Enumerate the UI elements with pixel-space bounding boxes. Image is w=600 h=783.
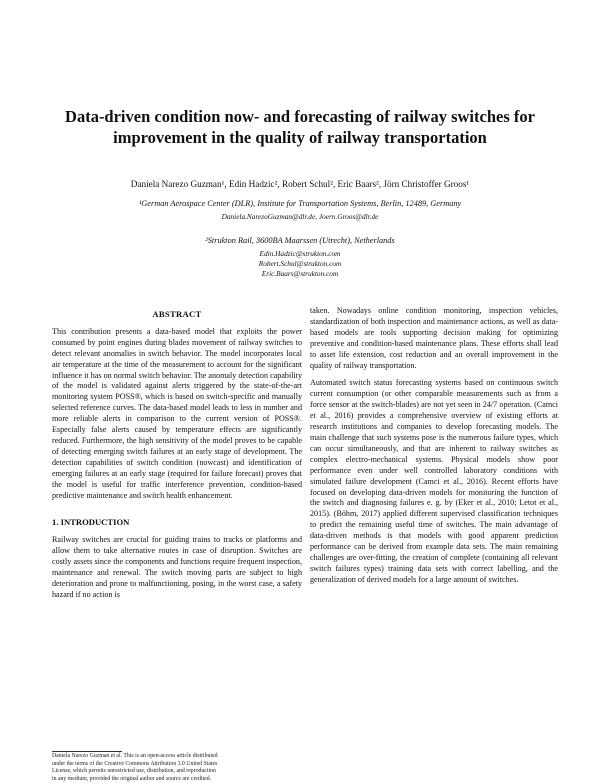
paper-title [40, 106, 560, 148]
title-line-2: improvement in the quality of railway transportation [113, 128, 487, 147]
email-strukton-2: Robert.Schul@strukton.com [258, 259, 342, 268]
right-paragraph-1: taken. Nowadays online condition monitoring, inspection vehicles, standardization of both inspection and maintenance actions, as well as data-based models are tools supporting decision making for optimizing preventive and condition-based maintenance plans. These efforts shall lead to asset life extension, cost reduction and an overall improvement in the quality of railway transportation. [310, 306, 558, 370]
email-dlr: Daniela.NarezoGuzman@dlr.de, Joern.Groos@dlr.de [221, 212, 379, 221]
title-line-1: Data-driven condition now- and forecasting of railway switches for [65, 107, 535, 126]
footnote-line-2: under the terms of the Creative Commons Attribution 3.0 United States [52, 760, 218, 767]
email-strukton-1: Edin.Hadzic@strukton.com [259, 249, 341, 258]
author-list: Daniela Narezo Guzman¹, Edin Hadzic², Robert Schul², Eric Baars², Jörn Christoffer Groos¹ [130, 179, 470, 189]
right-column [310, 306, 558, 593]
affiliation-strukton: ²Strukton Rail, 3600BA Maarssen (Utrecht), Netherlands [205, 236, 395, 245]
abstract-text: This contribution presents a data-based model that exploits the power consumed by point engines during blades movement of railway switches to detect relevant anomalies in switch behavior. The model incorporates local air temperature at the time of the measurement to account for the significant influence it has on normal switch behavior. The anomaly detection capability of the model is validated against alerts triggered by the state-of-the-art monitoring system POSS®, which is based on switch-specific and manually selected reference curves. The data-based model leads to less in number and more reliable alerts in comparison to the current version of POSS®. Especially false alerts caused by temperature effects are significantly reduced. Furthermore, the high sensitivity of the model proves to be capable of detecting emerging switch failures at an early stage of development. The detection capabilities of switch condition (nowcast) and identification of emerging failures at an early stage (required for failure forecast) proves that the model is useful for traffic interference prevention, condition-based predictive maintenance and switch health enhancement. [52, 326, 302, 500]
introduction-heading: 1. INTRODUCTION [52, 517, 130, 528]
license-footnote [52, 753, 304, 783]
footnote-line-1: Daniela Narezo Guzman et al. This is an open-access article distributed [52, 753, 218, 759]
affiliation-dlr: ¹German Aerospace Center (DLR), Institute for Transportation Systems, Berlin, 12489, Germany [138, 199, 462, 208]
left-column [52, 309, 302, 608]
footnote-line-4: in any medium, provided the original author and source are credited. [52, 775, 212, 782]
email-strukton-3: Eric.Baars@strukton.com [261, 269, 339, 278]
footnote-divider [52, 751, 122, 752]
abstract-heading: ABSTRACT [152, 309, 202, 319]
introduction-text: Railway switches are crucial for guiding trains to tracks or platforms and allow them to take alternative routes in case of disruption. Switches are costly assets since the components and functions require frequent inspection, maintenance and renewal. The switch moving parts are subject to high deterioration and prone to malfunctioning, posing, in the worst case, a safety hazard if no action is [52, 535, 302, 599]
right-paragraph-2: Automated switch status forecasting systems based on continuous switch current consumption (or other comparable measurements such as from a force sensor at the switch-blades) are not yet seen in 24/7 operation. (Camci et al., 2016) provides a comprehensive overview of existing efforts at research institutions and companies to develop forecasting models. The main challenge that such systems pose is the numerous failure types, which can occur simultaneously, and that are inherent to railway switches as complex electro-mechanical systems. Physical models show poor performance even under well controlled laboratory conditions with simulated failure development (Camci et al., 2016). Recent efforts have focused on developing data-driven models for monitoring the function of the switch and diagnosing failures e. g. by (Eker et al., 2010; Letot et al., 2015). (Böhm, 2017) applied different supervised classification techniques to predict the remaining useful time of switches. The main advantage of data-driven methods is that models with good apparent prediction performance can be derived from example data sets. The main remaining challenges are over-fitting, the creation of complete (containing all relevant switch failures types) training data sets with correct labelling, and the generalization of derived models for a large amount of switches. [310, 378, 558, 584]
footnote-line-3: License, which permits unrestricted use, distribution, and reproduction [52, 768, 216, 775]
